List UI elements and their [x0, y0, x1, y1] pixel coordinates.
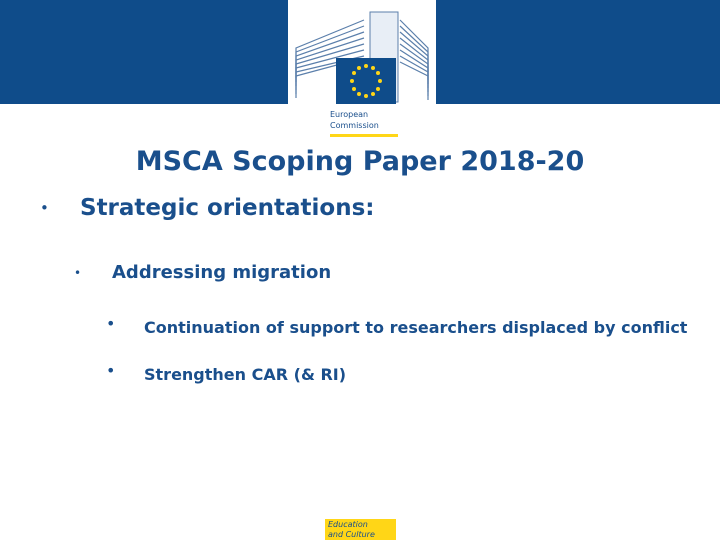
footer-line2: and Culture [328, 530, 375, 539]
logo-text-line2: Commission [330, 121, 379, 130]
strategic-orientations-heading: Strategic orientations: [80, 195, 375, 221]
strengthen-car-item: Strengthen CAR (& RI) [144, 365, 347, 384]
bullet-level3-2: • [106, 361, 116, 380]
continuation-support-item: Continuation of support to researchers displaced by conflict [144, 318, 688, 337]
ec-logo [288, 0, 436, 140]
ec-logo-icon [288, 0, 436, 140]
bullet-level2: • [74, 266, 82, 280]
logo-text-line1: European [330, 110, 369, 119]
footer-line1: Education [328, 520, 368, 529]
education-culture-badge [325, 519, 396, 540]
addressing-migration-item: Addressing migration [112, 262, 332, 283]
bullet-level1: • [40, 199, 49, 217]
slide-title: MSCA Scoping Paper 2018-20 [135, 146, 585, 177]
bullet-level3-1: • [106, 314, 116, 333]
